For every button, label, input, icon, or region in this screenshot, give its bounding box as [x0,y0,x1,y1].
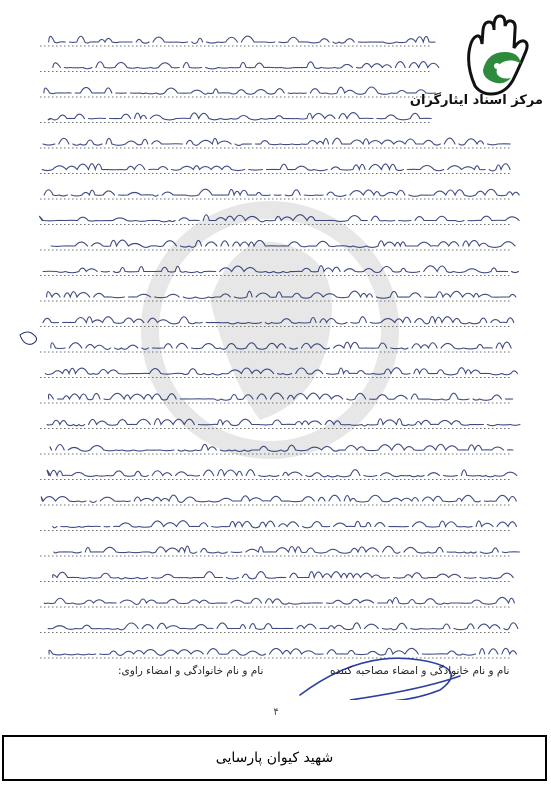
narrator-signature-label: نام و نام خانوادگی و امضاء راوی: [118,665,264,677]
handwritten-line [49,648,516,655]
margin-mark [20,332,37,344]
caption-text: شهید کیوان پارسایی [215,750,334,766]
handwritten-line [44,597,514,604]
handwritten-line [49,572,513,579]
caption-box [2,735,547,781]
handwritten-line [53,62,439,69]
handwritten-line [49,521,517,528]
handwritten-line [43,138,510,145]
page-number: ۴ [273,707,279,718]
logo-text: مرکز اسناد ایثارگران [409,93,543,108]
handwritten-line [49,36,435,43]
logo [409,8,543,108]
handwritten-line [40,189,519,196]
handwritten-line [48,623,518,630]
handwritten-line [42,164,510,171]
handwritten-line [43,419,520,426]
handwritten-line [54,546,520,553]
handwritten-line [44,87,436,94]
handwritten-line [41,495,516,502]
handwritten-line [48,113,431,120]
handwritten-line [47,470,517,477]
interviewer-signature-label: نام و نام خانوادگی و امضاء مصاحبه کننده [330,665,510,677]
